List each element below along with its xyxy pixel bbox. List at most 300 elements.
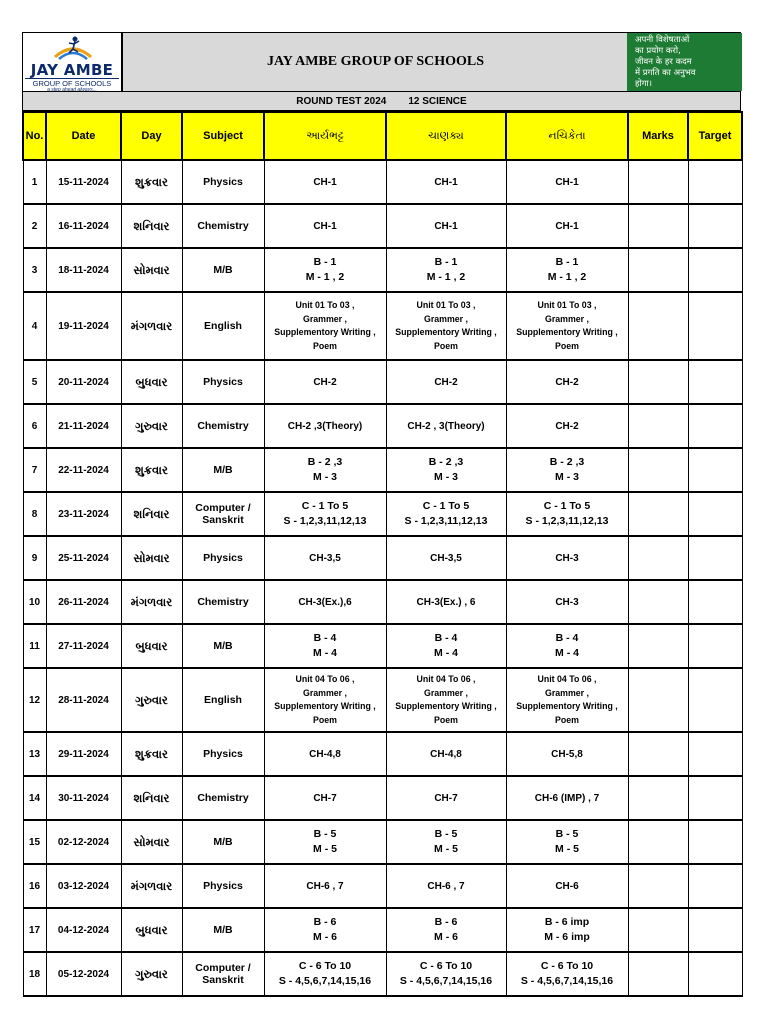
row-number: [23, 864, 46, 908]
row-date: [46, 624, 121, 668]
syllabus-chanakya: [386, 448, 506, 492]
row-date-text: 03-12-2024: [57, 880, 110, 892]
schedule-table: [22, 111, 743, 997]
row-date: [46, 864, 121, 908]
syllabus-nachiketa-text: Unit 01 To 03 ,: [537, 300, 597, 310]
school-name: JAY AMBE GROUP OF SCHOOLS: [121, 33, 628, 91]
syllabus-nachiketa: [506, 160, 628, 204]
table-row: [23, 248, 742, 292]
table-row: [23, 668, 742, 732]
syllabus-aryabhatt-text: B - 2 ,3: [307, 456, 343, 468]
syllabus-nachiketa-text: C - 6 To 10: [540, 960, 594, 972]
row-date-text: 30-11-2024: [58, 792, 109, 804]
syllabus-aryabhatt: [264, 820, 386, 864]
class-name: 12 SCIENCE: [408, 95, 467, 107]
row-date: [46, 492, 121, 536]
row-date-text: 16-11-2024: [58, 220, 109, 232]
syllabus-aryabhatt-text: B - 6: [313, 916, 337, 928]
marks-cell: [628, 668, 688, 732]
col-header: Marks: [628, 112, 688, 160]
syllabus-chanakya-text: C - 6 To 10: [419, 960, 473, 972]
row-day-text: શનિવાર: [133, 506, 170, 521]
syllabus-chanakya-text: CH-2: [434, 376, 458, 388]
target-cell: [688, 292, 742, 360]
syllabus-aryabhatt-text: CH-1: [313, 176, 337, 188]
row-day-text: મંગળવાર: [130, 878, 173, 893]
row-subject-text: Chemistry: [197, 596, 249, 608]
col-header: Day: [121, 112, 182, 160]
row-number-text: 4: [31, 320, 38, 332]
syllabus-aryabhatt: [264, 360, 386, 404]
syllabus-aryabhatt-text: B - 1: [313, 256, 337, 268]
syllabus-chanakya-text: B - 4: [434, 632, 458, 644]
syllabus-chanakya: [386, 404, 506, 448]
target-cell: [688, 204, 742, 248]
row-day-text: ગુરુવાર: [135, 966, 168, 981]
row-subject: [182, 668, 264, 732]
row-subject-text: Physics: [203, 376, 243, 388]
syllabus-nachiketa: [506, 204, 628, 248]
row-subject: [182, 908, 264, 952]
row-date: [46, 292, 121, 360]
row-day-text: સોમવાર: [133, 834, 170, 849]
target-cell: [688, 732, 742, 776]
row-number: [23, 248, 46, 292]
row-number-text: 1: [31, 176, 38, 188]
logo-tagline: a step ahead always...: [47, 87, 97, 93]
row-day-text: ગુરુવાર: [135, 418, 168, 433]
row-subject-text: Physics: [203, 748, 243, 760]
motto-line: का प्रयोग करो,: [635, 46, 681, 56]
school-logo: [23, 33, 120, 91]
syllabus-aryabhatt: [264, 580, 386, 624]
marks-cell: [628, 908, 688, 952]
marks-cell: [628, 580, 688, 624]
syllabus-aryabhatt-text: CH-6 , 7: [306, 880, 344, 892]
row-number: [23, 492, 46, 536]
motto-line: जीवन के हर कदम: [635, 57, 692, 67]
row-number-text: 2: [31, 220, 38, 232]
row-number: [23, 360, 46, 404]
row-number: [23, 952, 46, 996]
table-row: [23, 448, 742, 492]
row-number-text: 6: [31, 420, 38, 432]
syllabus-aryabhatt-text: M - 6: [313, 931, 337, 943]
target-cell: [688, 536, 742, 580]
syllabus-nachiketa-text: S - 1,2,3,11,12,13: [525, 515, 609, 527]
row-subject-text: M/B: [213, 924, 233, 936]
syllabus-chanakya: [386, 668, 506, 732]
syllabus-chanakya: [386, 776, 506, 820]
syllabus-chanakya-text: M - 3: [434, 471, 458, 483]
row-day: [121, 536, 182, 580]
syllabus-aryabhatt-text: CH-1: [313, 220, 337, 232]
table-row: [23, 732, 742, 776]
table-row: [23, 580, 742, 624]
syllabus-nachiketa-text: CH-1: [555, 176, 579, 188]
motto-line: अपनी विशेषताओं: [635, 35, 690, 45]
syllabus-aryabhatt-text: CH-2: [313, 376, 337, 388]
row-day: [121, 492, 182, 536]
table-row: [23, 160, 742, 204]
col-header: ચાણક્ય: [386, 112, 506, 160]
marks-cell: [628, 292, 688, 360]
syllabus-chanakya-text: M - 5: [434, 843, 458, 855]
table-row: [23, 908, 742, 952]
syllabus-aryabhatt-text: Poem: [313, 714, 337, 725]
table-row: [23, 492, 742, 536]
row-subject-text: Chemistry: [197, 792, 249, 804]
target-cell: [688, 624, 742, 668]
row-number-text: 14: [28, 792, 41, 804]
syllabus-aryabhatt-text: CH-4,8: [309, 748, 341, 760]
syllabus-chanakya-text: Unit 04 To 06 ,: [416, 674, 476, 684]
syllabus-aryabhatt-text: CH-2 ,3(Theory): [287, 420, 363, 432]
marks-cell: [628, 204, 688, 248]
syllabus-chanakya-text: CH-3,5: [430, 552, 462, 564]
syllabus-chanakya: [386, 248, 506, 292]
row-date: [46, 580, 121, 624]
syllabus-chanakya-text: B - 2 ,3: [428, 456, 464, 468]
row-date: [46, 776, 121, 820]
syllabus-nachiketa: [506, 448, 628, 492]
syllabus-aryabhatt: [264, 864, 386, 908]
test-name: ROUND TEST 2024: [296, 95, 387, 107]
row-day-text: ગુરુવાર: [135, 692, 168, 707]
target-cell: [688, 820, 742, 864]
row-day: [121, 248, 182, 292]
row-subject: [182, 536, 264, 580]
target-cell: [688, 492, 742, 536]
table-row: [23, 204, 742, 248]
row-date-text: 29-11-2024: [58, 748, 109, 760]
row-number-text: 18: [28, 968, 41, 980]
row-date-text: 05-12-2024: [57, 968, 110, 980]
row-date: [46, 448, 121, 492]
syllabus-chanakya-text: Poem: [434, 714, 458, 725]
target-cell: [688, 952, 742, 996]
syllabus-aryabhatt-text: CH-3(Ex.),6: [298, 596, 352, 608]
row-number-text: 15: [28, 836, 41, 848]
syllabus-aryabhatt-text: M - 1 , 2: [305, 271, 345, 283]
row-day-text: શુક્રવાર: [135, 174, 168, 189]
table-header-row: [23, 112, 742, 160]
syllabus-chanakya-text: Unit 01 To 03 ,: [416, 300, 476, 310]
syllabus-nachiketa-text: S - 4,5,6,7,14,15,16: [520, 975, 614, 987]
row-number-text: 3: [31, 264, 38, 276]
row-number-text: 16: [28, 880, 41, 892]
schedule-sheet: [22, 32, 741, 997]
row-date-text: 18-11-2024: [58, 264, 109, 276]
marks-cell: [628, 776, 688, 820]
syllabus-nachiketa: [506, 536, 628, 580]
row-date-text: 23-11-2024: [58, 508, 109, 520]
syllabus-chanakya: [386, 580, 506, 624]
row-subject-text: Chemistry: [197, 420, 249, 432]
row-day: [121, 864, 182, 908]
marks-cell: [628, 952, 688, 996]
syllabus-chanakya-text: CH-1: [434, 176, 458, 188]
row-date: [46, 404, 121, 448]
row-day-text: શનિવાર: [133, 218, 170, 233]
syllabus-aryabhatt-text: S - 1,2,3,11,12,13: [283, 515, 367, 527]
syllabus-aryabhatt-text: S - 4,5,6,7,14,15,16: [278, 975, 372, 987]
marks-cell: [628, 732, 688, 776]
row-number-text: 5: [31, 376, 38, 388]
row-number: [23, 536, 46, 580]
logo-wordmark: JAY AMBE: [30, 61, 114, 79]
row-date-text: 20-11-2024: [58, 376, 109, 388]
row-number-text: 12: [28, 694, 41, 706]
row-day: [121, 668, 182, 732]
row-number-text: 11: [29, 640, 40, 652]
target-cell: [688, 360, 742, 404]
row-day-text: બુધવાર: [135, 638, 168, 653]
table-row: [23, 776, 742, 820]
syllabus-aryabhatt-text: Grammer ,: [302, 687, 347, 698]
row-day: [121, 204, 182, 248]
syllabus-aryabhatt-text: Grammer ,: [302, 313, 347, 324]
row-subject-text: M/B: [213, 836, 233, 848]
row-number: [23, 668, 46, 732]
motto-line: में प्रगति का अनुभव: [635, 68, 696, 78]
col-header: Subject: [182, 112, 264, 160]
row-day: [121, 404, 182, 448]
syllabus-aryabhatt-text: Supplementory Writing ,: [274, 701, 376, 711]
row-subject-text: Physics: [203, 880, 243, 892]
syllabus-chanakya-text: B - 5: [434, 828, 458, 840]
row-date: [46, 732, 121, 776]
syllabus-chanakya-text: S - 1,2,3,11,12,13: [404, 515, 488, 527]
syllabus-aryabhatt-text: Supplementory Writing ,: [274, 327, 376, 337]
row-date-text: 28-11-2024: [58, 694, 109, 706]
syllabus-aryabhatt-text: B - 5: [313, 828, 337, 840]
row-day: [121, 624, 182, 668]
row-subject: [182, 776, 264, 820]
row-subject-text: Physics: [203, 176, 243, 188]
row-number: [23, 292, 46, 360]
syllabus-aryabhatt-text: CH-3,5: [309, 552, 341, 564]
logo-subtitle: GROUP OF SCHOOLS: [25, 78, 119, 88]
syllabus-nachiketa-text: C - 1 To 5: [543, 500, 591, 512]
syllabus-chanakya-text: Poem: [434, 340, 458, 351]
syllabus-aryabhatt: [264, 404, 386, 448]
row-subject-text: Computer /: [195, 962, 251, 974]
syllabus-nachiketa-text: CH-1: [555, 220, 579, 232]
syllabus-nachiketa: [506, 292, 628, 360]
syllabus-aryabhatt-text: C - 1 To 5: [301, 500, 349, 512]
syllabus-aryabhatt-text: Poem: [313, 340, 337, 351]
row-date-text: 22-11-2024: [58, 464, 109, 476]
syllabus-chanakya-text: CH-7: [434, 792, 458, 804]
target-cell: [688, 908, 742, 952]
syllabus-nachiketa-text: B - 2 ,3: [549, 456, 585, 468]
syllabus-chanakya-text: Grammer ,: [423, 313, 468, 324]
syllabus-chanakya: [386, 492, 506, 536]
test-banner: [22, 91, 741, 111]
row-day: [121, 732, 182, 776]
syllabus-aryabhatt-text: C - 6 To 10: [298, 960, 352, 972]
syllabus-nachiketa-text: M - 4: [555, 647, 579, 659]
syllabus-nachiketa: [506, 492, 628, 536]
row-date-text: 15-11-2024: [58, 176, 109, 188]
row-day-text: બુધવાર: [135, 374, 168, 389]
syllabus-aryabhatt-text: Unit 04 To 06 ,: [295, 674, 355, 684]
row-subject: [182, 360, 264, 404]
syllabus-nachiketa-text: Poem: [555, 340, 579, 351]
syllabus-aryabhatt: [264, 292, 386, 360]
row-day: [121, 952, 182, 996]
syllabus-nachiketa-text: Poem: [555, 714, 579, 725]
row-date: [46, 160, 121, 204]
syllabus-aryabhatt-text: M - 3: [313, 471, 337, 483]
syllabus-chanakya-text: M - 6: [434, 931, 458, 943]
syllabus-nachiketa-text: CH-2: [555, 376, 579, 388]
row-subject: [182, 292, 264, 360]
col-header: No.: [23, 112, 46, 160]
row-subject: [182, 732, 264, 776]
syllabus-nachiketa-text: Grammer ,: [544, 687, 589, 698]
syllabus-chanakya: [386, 820, 506, 864]
row-number: [23, 732, 46, 776]
table-row: [23, 360, 742, 404]
syllabus-nachiketa-text: B - 1: [555, 256, 579, 268]
target-cell: [688, 404, 742, 448]
syllabus-nachiketa-text: CH-6: [555, 880, 579, 892]
row-number: [23, 908, 46, 952]
syllabus-aryabhatt-text: M - 4: [313, 647, 337, 659]
syllabus-nachiketa: [506, 820, 628, 864]
target-cell: [688, 776, 742, 820]
syllabus-chanakya-text: CH-6 , 7: [427, 880, 465, 892]
syllabus-nachiketa: [506, 248, 628, 292]
col-header: નચિકેતા: [506, 112, 628, 160]
row-day: [121, 160, 182, 204]
row-date-text: 21-11-2024: [58, 420, 109, 432]
syllabus-chanakya: [386, 624, 506, 668]
row-subject-text: Sanskrit: [202, 514, 244, 526]
syllabus-nachiketa-text: CH-3: [555, 552, 579, 564]
row-number: [23, 820, 46, 864]
syllabus-aryabhatt: [264, 732, 386, 776]
row-subject-text: English: [204, 320, 242, 332]
syllabus-nachiketa-text: CH-2: [555, 420, 579, 432]
motto-box: [627, 33, 742, 91]
syllabus-nachiketa: [506, 864, 628, 908]
row-subject-text: Sanskrit: [202, 974, 244, 986]
row-subject-text: M/B: [213, 464, 233, 476]
syllabus-chanakya: [386, 952, 506, 996]
syllabus-nachiketa: [506, 580, 628, 624]
table-row: [23, 404, 742, 448]
syllabus-nachiketa-text: Supplementory Writing ,: [516, 701, 618, 711]
syllabus-aryabhatt: [264, 908, 386, 952]
syllabus-nachiketa-text: Unit 04 To 06 ,: [537, 674, 597, 684]
syllabus-nachiketa: [506, 732, 628, 776]
row-subject: [182, 448, 264, 492]
row-number: [23, 580, 46, 624]
row-day-text: બુધવાર: [135, 922, 168, 937]
syllabus-aryabhatt: [264, 536, 386, 580]
target-cell: [688, 864, 742, 908]
row-number-text: 7: [31, 464, 38, 476]
row-number: [23, 448, 46, 492]
syllabus-aryabhatt-text: M - 5: [313, 843, 337, 855]
target-cell: [688, 448, 742, 492]
syllabus-chanakya-text: M - 1 , 2: [426, 271, 466, 283]
table-row: [23, 624, 742, 668]
sheet-header: [22, 32, 741, 91]
syllabus-nachiketa-text: M - 3: [555, 471, 579, 483]
syllabus-nachiketa-text: CH-6 (IMP) , 7: [534, 792, 600, 804]
row-number-text: 13: [28, 748, 41, 760]
syllabus-nachiketa-text: M - 1 , 2: [547, 271, 587, 283]
target-cell: [688, 248, 742, 292]
row-subject-text: English: [204, 694, 242, 706]
row-date: [46, 908, 121, 952]
marks-cell: [628, 820, 688, 864]
row-subject: [182, 820, 264, 864]
syllabus-chanakya-text: B - 6: [434, 916, 458, 928]
row-subject-text: Computer /: [195, 502, 251, 514]
target-cell: [688, 668, 742, 732]
row-day: [121, 908, 182, 952]
syllabus-aryabhatt-text: CH-7: [313, 792, 337, 804]
col-header: Date: [46, 112, 121, 160]
row-day-text: શનિવાર: [133, 790, 170, 805]
syllabus-chanakya: [386, 204, 506, 248]
syllabus-nachiketa-text: CH-3: [555, 596, 579, 608]
row-subject-text: M/B: [213, 264, 233, 276]
syllabus-chanakya: [386, 360, 506, 404]
row-date-text: 27-11-2024: [58, 640, 109, 652]
marks-cell: [628, 448, 688, 492]
row-day-text: શુક્રવાર: [135, 746, 168, 761]
target-cell: [688, 580, 742, 624]
syllabus-chanakya-text: S - 4,5,6,7,14,15,16: [399, 975, 493, 987]
row-day-text: મંગળવાર: [130, 594, 173, 609]
row-number: [23, 776, 46, 820]
row-day: [121, 580, 182, 624]
row-date: [46, 204, 121, 248]
row-day: [121, 292, 182, 360]
table-row: [23, 820, 742, 864]
syllabus-chanakya-text: CH-4,8: [430, 748, 462, 760]
syllabus-nachiketa: [506, 404, 628, 448]
table-row: [23, 864, 742, 908]
syllabus-aryabhatt-text: Unit 01 To 03 ,: [295, 300, 355, 310]
row-date-text: 25-11-2024: [58, 552, 109, 564]
row-date: [46, 360, 121, 404]
row-date-text: 04-12-2024: [57, 924, 110, 936]
row-date: [46, 668, 121, 732]
syllabus-aryabhatt: [264, 624, 386, 668]
syllabus-chanakya-text: B - 1: [434, 256, 458, 268]
motto-line: होगा।: [635, 79, 652, 89]
syllabus-aryabhatt: [264, 668, 386, 732]
row-day: [121, 776, 182, 820]
syllabus-aryabhatt: [264, 776, 386, 820]
row-subject: [182, 624, 264, 668]
table-row: [23, 952, 742, 996]
row-subject: [182, 864, 264, 908]
table-row: [23, 536, 742, 580]
syllabus-aryabhatt: [264, 492, 386, 536]
syllabus-nachiketa: [506, 668, 628, 732]
row-number: [23, 404, 46, 448]
row-subject: [182, 160, 264, 204]
syllabus-aryabhatt: [264, 160, 386, 204]
